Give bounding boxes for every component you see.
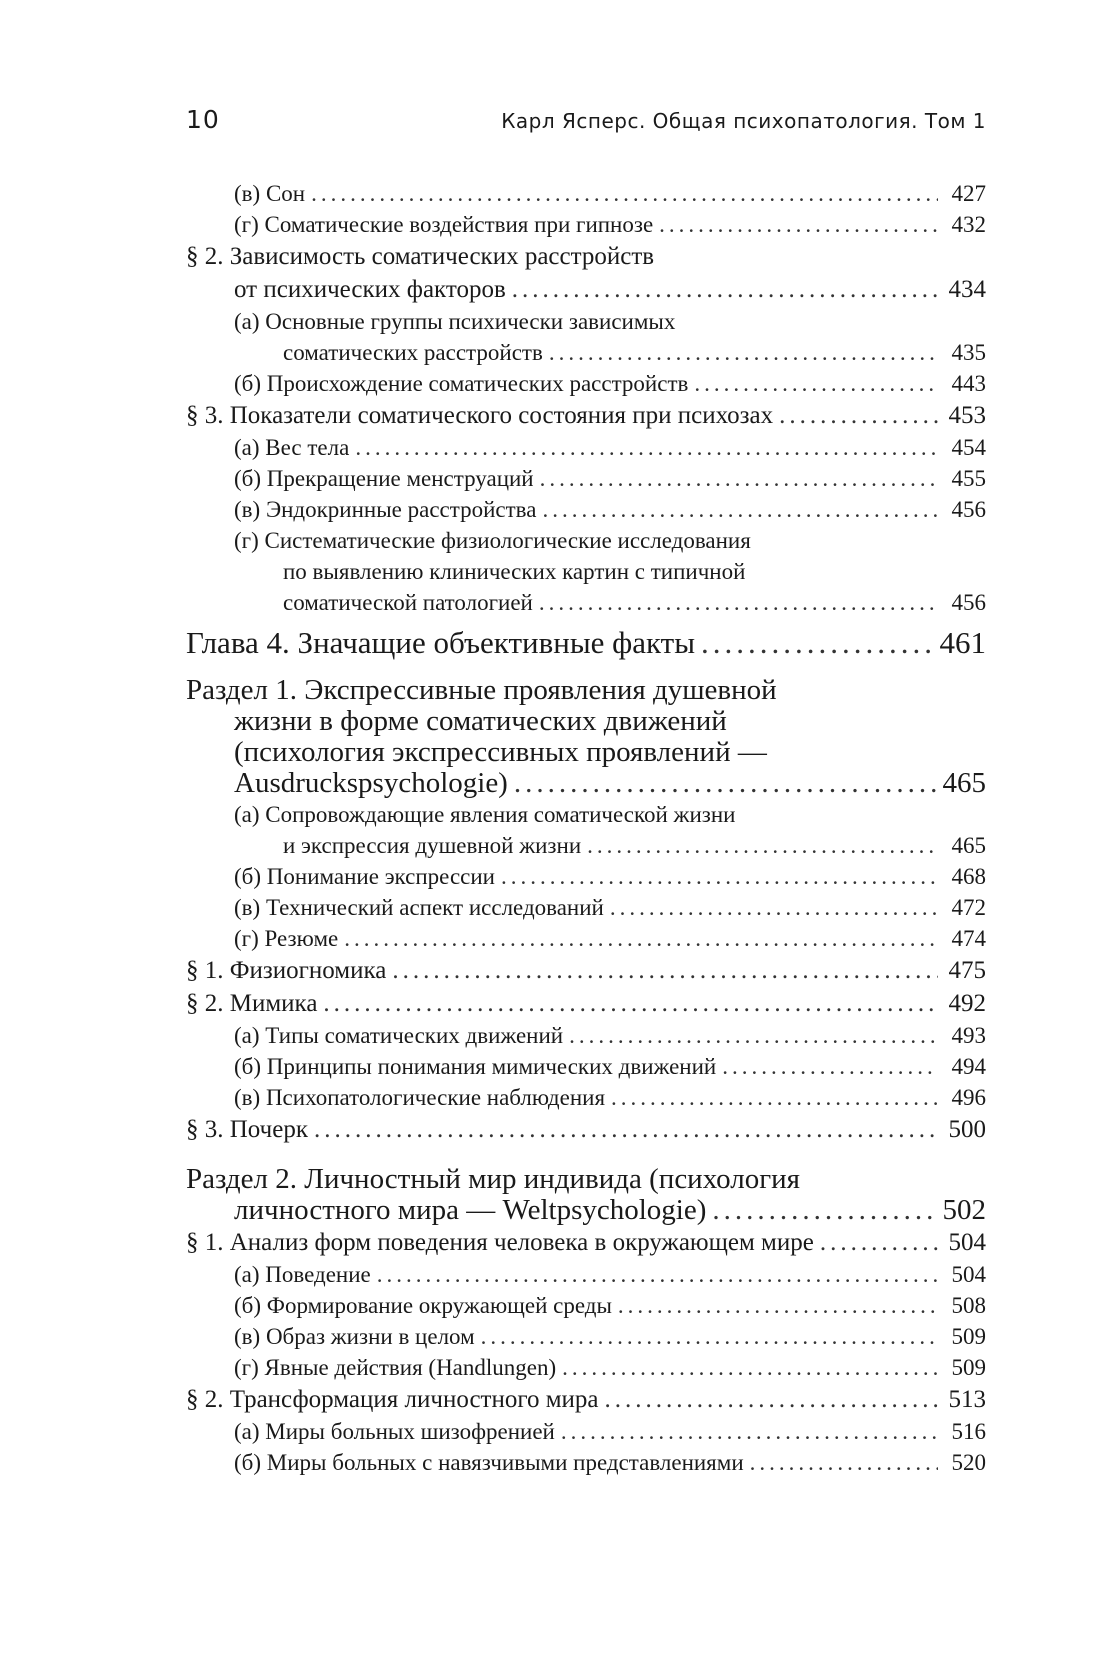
toc-entry-label: (г): [234, 926, 259, 951]
toc-entry-page: 513: [948, 1386, 986, 1413]
toc-entry-text: Систематические физиологические исследования: [264, 528, 751, 553]
dot-leader: [562, 1352, 938, 1383]
toc-entry: [186, 463, 986, 494]
toc-entry-page: 509: [951, 1355, 986, 1380]
toc-entry: [186, 987, 986, 1020]
table-of-contents: [186, 178, 986, 1478]
dot-leader: [659, 209, 938, 240]
toc-entry-page: 427: [951, 181, 986, 206]
toc-entry-text: Раздел 1. Экспрессивные проявления душевной: [186, 674, 777, 706]
dot-leader: [712, 1195, 936, 1226]
toc-entry-text: соматической патологией: [283, 590, 533, 615]
toc-entry: [186, 1020, 986, 1051]
toc-entry-title: [186, 954, 386, 987]
toc-entry: [186, 306, 986, 337]
toc-entry-label: (а): [234, 802, 260, 827]
toc-entry-text: Явные действия (Handlungen): [264, 1355, 557, 1380]
toc-entry-label: § 2.: [186, 990, 224, 1017]
toc-entry-title: [234, 1020, 563, 1051]
toc-entry: [186, 432, 986, 463]
dot-leader: [355, 432, 938, 463]
toc-entry-text: Физиогномика: [229, 957, 387, 984]
toc-entry-title: [234, 432, 349, 463]
toc-entry-title: [283, 587, 533, 618]
toc-entry: [186, 1321, 986, 1352]
dot-leader: [618, 1290, 938, 1321]
dot-leader: [377, 1259, 938, 1290]
toc-entry-page: 474: [951, 926, 986, 951]
toc-entry-label: (в): [234, 497, 261, 522]
toc-entry-label: (г): [234, 212, 259, 237]
toc-entry-title: [234, 306, 675, 337]
toc-entry-text: Миры больных с навязчивыми представлениями: [266, 1450, 744, 1475]
toc-entry-text: Почерк: [229, 1116, 308, 1143]
toc-entry-label: § 1.: [186, 957, 224, 984]
toc-entry-label: (в): [234, 1324, 261, 1349]
toc-entry-title: [234, 273, 506, 306]
dot-leader: [611, 1082, 938, 1113]
toc-entry-page: 500: [948, 1116, 986, 1143]
dot-leader: [514, 768, 937, 799]
toc-entry-text: Раздел 2. Личностный мир индивида (психология: [186, 1163, 800, 1195]
toc-entry-title: [186, 240, 654, 273]
dot-leader: [311, 178, 938, 209]
toc-entry-text: по выявлению клинических картин с типичной: [283, 559, 746, 584]
toc-entry-page: 456: [951, 497, 986, 522]
toc-entry-label: (в): [234, 181, 261, 206]
toc-entry-title: [234, 1321, 475, 1352]
toc-entry: [186, 1082, 986, 1113]
toc-entry-title: [234, 209, 653, 240]
toc-entry-label: (б): [234, 371, 262, 396]
toc-entry-text: Сон: [265, 181, 306, 206]
dot-leader: [314, 1113, 938, 1146]
toc-entry: [186, 623, 986, 663]
toc-entry-title: [186, 1383, 599, 1416]
toc-entry: [186, 178, 986, 209]
toc-entry-label: (а): [234, 1419, 260, 1444]
toc-entry-text: Эндокринные расстройства: [265, 497, 537, 522]
toc-entry-title: [234, 494, 536, 525]
toc-entry-page: 472: [951, 895, 986, 920]
toc-entry-title: [234, 178, 305, 209]
dot-leader: [549, 337, 938, 368]
toc-entry: [186, 1416, 986, 1447]
toc-entry-title: [186, 1164, 800, 1195]
toc-entry-text: соматических расстройств: [283, 340, 543, 365]
toc-entry: [186, 1447, 986, 1478]
toc-entry: [186, 1259, 986, 1290]
toc-entry: [186, 1051, 986, 1082]
dot-leader: [605, 1383, 938, 1416]
toc-entry-title: [234, 892, 604, 923]
toc-entry-label: (б): [234, 1450, 262, 1475]
dot-leader: [820, 1226, 938, 1259]
toc-entry: [186, 587, 986, 618]
toc-entry-page: 468: [951, 864, 986, 889]
toc-entry-label: § 1.: [186, 1229, 224, 1256]
toc-entry: [186, 556, 986, 587]
toc-entry: [186, 954, 986, 987]
toc-entry-text: Формирование окружающей среды: [266, 1293, 612, 1318]
toc-entry-title: [234, 1290, 612, 1321]
toc-entry: [186, 1226, 986, 1259]
toc-entry: [186, 892, 986, 923]
toc-entry-title: [283, 556, 745, 587]
dot-leader: [722, 1051, 938, 1082]
toc-entry-label: § 3.: [186, 402, 224, 429]
toc-entry: [186, 1352, 986, 1383]
toc-entry: [186, 337, 986, 368]
toc-entry: [186, 525, 986, 556]
dot-leader: [569, 1020, 938, 1051]
toc-entry-title: [186, 1226, 814, 1259]
toc-entry-text: Технический аспект исследований: [265, 895, 604, 920]
toc-entry: [186, 1113, 986, 1146]
toc-entry-label: (а): [234, 1023, 260, 1048]
toc-entry-text: личностного мира — Weltpsychologie): [234, 1194, 707, 1226]
toc-entry-text: Происхождение соматических расстройств: [266, 371, 689, 396]
toc-entry-title: [234, 463, 534, 494]
toc-entry-page: 509: [951, 1324, 986, 1349]
toc-entry-text: Прекращение менструаций: [266, 466, 534, 491]
toc-entry-title: [186, 1113, 308, 1146]
toc-entry-page: 508: [951, 1293, 986, 1318]
dot-leader: [540, 463, 938, 494]
toc-entry-label: (а): [234, 1262, 260, 1287]
page-number: 10: [186, 105, 220, 134]
running-header: [186, 105, 986, 145]
toc-entry-label: (а): [234, 435, 260, 460]
dot-leader: [501, 861, 938, 892]
toc-entry-text: Глава 4. Значащие объективные факты: [186, 625, 696, 660]
toc-entry-page: 432: [951, 212, 986, 237]
toc-entry-page: 465: [951, 833, 986, 858]
toc-entry-title: [234, 1416, 555, 1447]
toc-entry-text: Анализ форм поведения человека в окружающем мире: [229, 1229, 814, 1256]
toc-entry: [186, 399, 986, 432]
toc-entry: [186, 1290, 986, 1321]
dot-leader: [512, 273, 938, 306]
toc-entry-page: 453: [948, 402, 986, 429]
toc-entry-title: [186, 623, 695, 663]
toc-entry-text: Резюме: [264, 926, 339, 951]
toc-entry-text: Поведение: [265, 1262, 371, 1287]
toc-entry-text: жизни в форме соматических движений: [234, 705, 727, 737]
toc-entry-title: [186, 399, 773, 432]
toc-entry-label: § 2.: [186, 243, 224, 270]
toc-entry: [186, 830, 986, 861]
toc-entry: [186, 923, 986, 954]
toc-entry: [186, 675, 986, 706]
toc-entry-page: 465: [942, 767, 986, 799]
toc-entry: [186, 209, 986, 240]
toc-entry-text: Соматические воздействия при гипнозе: [264, 212, 654, 237]
toc-entry-text: и экспрессия душевной жизни: [283, 833, 582, 858]
toc-entry-label: (г): [234, 1355, 259, 1380]
toc-entry-page: 520: [951, 1450, 986, 1475]
toc-entry-page: 492: [948, 990, 986, 1017]
toc-entry-page: 494: [951, 1054, 986, 1079]
toc-entry-page: 456: [951, 590, 986, 615]
toc-entry-text: Основные группы психически зависимых: [265, 309, 676, 334]
dot-leader: [392, 954, 938, 987]
toc-entry-title: [283, 830, 581, 861]
toc-entry-text: Принципы понимания мимических движений: [266, 1054, 717, 1079]
toc-entry-title: [234, 923, 338, 954]
toc-entry-page: 461: [939, 625, 986, 660]
toc-entry: [186, 368, 986, 399]
toc-entry-label: (б): [234, 864, 262, 889]
toc-entry-text: Сопровождающие явления соматической жизни: [265, 802, 736, 827]
toc-entry-label: (б): [234, 1293, 262, 1318]
toc-entry-title: [234, 368, 688, 399]
toc-entry-page: 502: [942, 1194, 986, 1226]
toc-entry: [186, 799, 986, 830]
toc-entry: [186, 861, 986, 892]
toc-entry-label: § 2.: [186, 1386, 224, 1413]
dot-leader: [481, 1321, 938, 1352]
toc-entry-page: 504: [948, 1229, 986, 1256]
toc-entry: [186, 768, 986, 799]
toc-entry-page: 443: [951, 371, 986, 396]
toc-entry-text: Психопатологические наблюдения: [265, 1085, 606, 1110]
toc-entry-text: Вес тела: [265, 435, 350, 460]
dot-leader: [587, 830, 938, 861]
dot-leader: [701, 623, 933, 663]
toc-entry-page: 504: [951, 1262, 986, 1287]
toc-entry-label: (в): [234, 1085, 261, 1110]
toc-entry-page: 516: [951, 1419, 986, 1444]
dot-leader: [542, 494, 938, 525]
toc-entry-text: Типы соматических движений: [265, 1023, 564, 1048]
toc-entry: [186, 273, 986, 306]
toc-entry-label: (б): [234, 1054, 262, 1079]
toc-entry: [186, 737, 986, 768]
toc-entry-title: [234, 1447, 744, 1478]
toc-entry-text: Понимание экспрессии: [266, 864, 495, 889]
dot-leader: [750, 1447, 938, 1478]
toc-entry-text: Ausdruckspsychologie): [234, 767, 508, 799]
toc-entry-text: от психических факторов: [234, 276, 506, 303]
toc-entry: [186, 706, 986, 737]
toc-entry-text: Мимика: [229, 990, 318, 1017]
toc-entry: [186, 1383, 986, 1416]
toc-entry-text: Показатели соматического состояния при психозах: [229, 402, 774, 429]
toc-entry-title: [234, 768, 508, 799]
toc-entry-title: [234, 861, 495, 892]
toc-entry-page: 454: [951, 435, 986, 460]
dot-leader: [561, 1416, 938, 1447]
dot-leader: [539, 587, 938, 618]
toc-entry-title: [186, 675, 777, 706]
toc-entry-title: [234, 1051, 716, 1082]
dot-leader: [694, 368, 938, 399]
toc-entry-title: [234, 1082, 605, 1113]
toc-entry-label: (г): [234, 528, 259, 553]
toc-entry-title: [234, 525, 751, 556]
toc-entry-title: [234, 737, 767, 768]
toc-entry: [186, 1164, 986, 1195]
toc-entry-page: 435: [951, 340, 986, 365]
toc-entry-text: Образ жизни в целом: [265, 1324, 475, 1349]
toc-entry-title: [234, 1259, 371, 1290]
toc-entry-page: 493: [951, 1023, 986, 1048]
dot-leader: [779, 399, 938, 432]
toc-entry: [186, 240, 986, 273]
toc-entry-title: [234, 1352, 556, 1383]
toc-entry-page: 455: [951, 466, 986, 491]
dot-leader: [610, 892, 938, 923]
toc-entry-text: Трансформация личностного мира: [229, 1386, 599, 1413]
toc-entry-page: 475: [948, 957, 986, 984]
dot-leader: [323, 987, 938, 1020]
running-title: Карл Ясперс. Общая психопатология. Том 1: [501, 109, 986, 133]
toc-entry-text: (психология экспрессивных проявлений —: [234, 736, 767, 768]
toc-entry-label: (б): [234, 466, 262, 491]
dot-leader: [344, 923, 938, 954]
toc-entry-title: [283, 337, 543, 368]
toc-entry-page: 496: [951, 1085, 986, 1110]
toc-entry-title: [234, 706, 727, 737]
toc-entry: [186, 494, 986, 525]
toc-entry-title: [186, 987, 317, 1020]
toc-entry-title: [234, 1195, 706, 1226]
toc-entry-label: (а): [234, 309, 260, 334]
toc-entry: [186, 1195, 986, 1226]
toc-entry-page: 434: [948, 276, 986, 303]
toc-entry-label: § 3.: [186, 1116, 224, 1143]
toc-entry-label: (в): [234, 895, 261, 920]
toc-entry-text: Зависимость соматических расстройств: [229, 243, 655, 270]
toc-entry-title: [234, 799, 735, 830]
toc-entry-text: Миры больных шизофренией: [265, 1419, 555, 1444]
